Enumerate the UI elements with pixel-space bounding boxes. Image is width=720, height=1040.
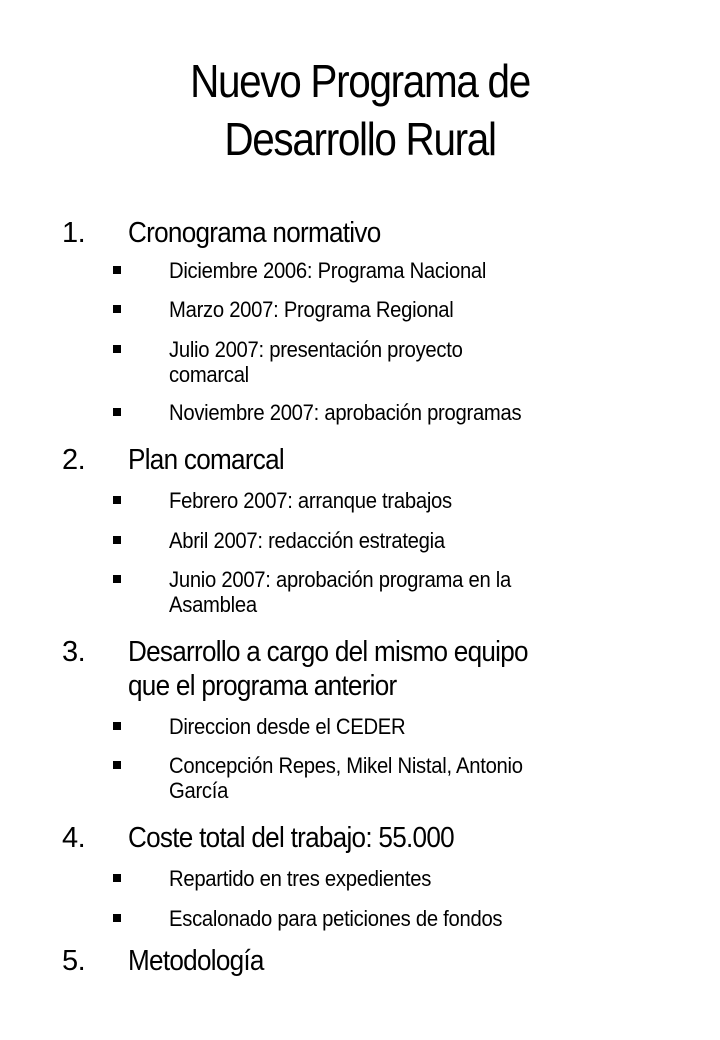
- section-5-heading: Metodología: [128, 945, 264, 977]
- section-2-heading: Plan comarcal: [128, 444, 285, 476]
- section-4-heading: Coste total del trabajo: 55.000: [128, 822, 454, 854]
- section-2-item-1: Febrero 2007: arranque trabajos: [169, 488, 452, 513]
- bullet-square-icon: [113, 914, 121, 922]
- section-4-item-1: Repartido en tres expedientes: [169, 866, 432, 891]
- section-3-item-2-line-1: Concepción Repes, Mikel Nistal, Antonio: [169, 753, 523, 778]
- section-3-item-2-line-2: García: [169, 778, 229, 803]
- section-1-number: 1.: [62, 217, 86, 249]
- bullet-square-icon: [113, 345, 121, 353]
- bullet-square-icon: [113, 408, 121, 416]
- bullet-square-icon: [113, 761, 121, 769]
- bullet-square-icon: [113, 722, 121, 730]
- section-1-heading: Cronograma normativo: [128, 217, 381, 249]
- section-4-item-2: Escalonado para peticiones de fondos: [169, 906, 503, 931]
- section-3-item-1: Direccion desde el CEDER: [169, 714, 406, 739]
- section-3-number: 3.: [62, 636, 86, 668]
- section-1-item-3: [169, 337, 666, 387]
- section-2-item-3-line-2: Asamblea: [169, 592, 257, 617]
- bullet-square-icon: [113, 266, 121, 274]
- section-4-number: 4.: [62, 822, 86, 854]
- bullet-square-icon: [113, 874, 121, 882]
- section-2-item-3: [169, 567, 666, 617]
- section-3-item-2: [169, 753, 666, 803]
- section-1-item-3-line-2: comarcal: [169, 362, 249, 387]
- section-3-heading-line-2: que el programa anterior: [128, 670, 397, 702]
- section-3-heading-line-1: Desarrollo a cargo del mismo equipo: [128, 636, 528, 668]
- section-1-item-3-line-1: Julio 2007: presentación proyecto: [169, 337, 463, 362]
- bullet-square-icon: [113, 536, 121, 544]
- section-2-item-2: Abril 2007: redacción estrategia: [169, 528, 445, 553]
- bullet-square-icon: [113, 575, 121, 583]
- section-2-item-3-line-1: Junio 2007: aprobación programa en la: [169, 567, 511, 592]
- title-line-1: Nuevo Programa de: [190, 55, 530, 107]
- section-5-number: 5.: [62, 945, 86, 977]
- title-line-2: Desarrollo Rural: [224, 113, 496, 165]
- bullet-square-icon: [113, 305, 121, 313]
- section-1-item-4: Noviembre 2007: aprobación programas: [169, 400, 522, 425]
- bullet-square-icon: [113, 496, 121, 504]
- section-1-item-1: Diciembre 2006: Programa Nacional: [169, 258, 487, 283]
- section-3-heading: [128, 635, 650, 703]
- section-2-number: 2.: [62, 444, 86, 476]
- section-1-item-2: Marzo 2007: Programa Regional: [169, 297, 454, 322]
